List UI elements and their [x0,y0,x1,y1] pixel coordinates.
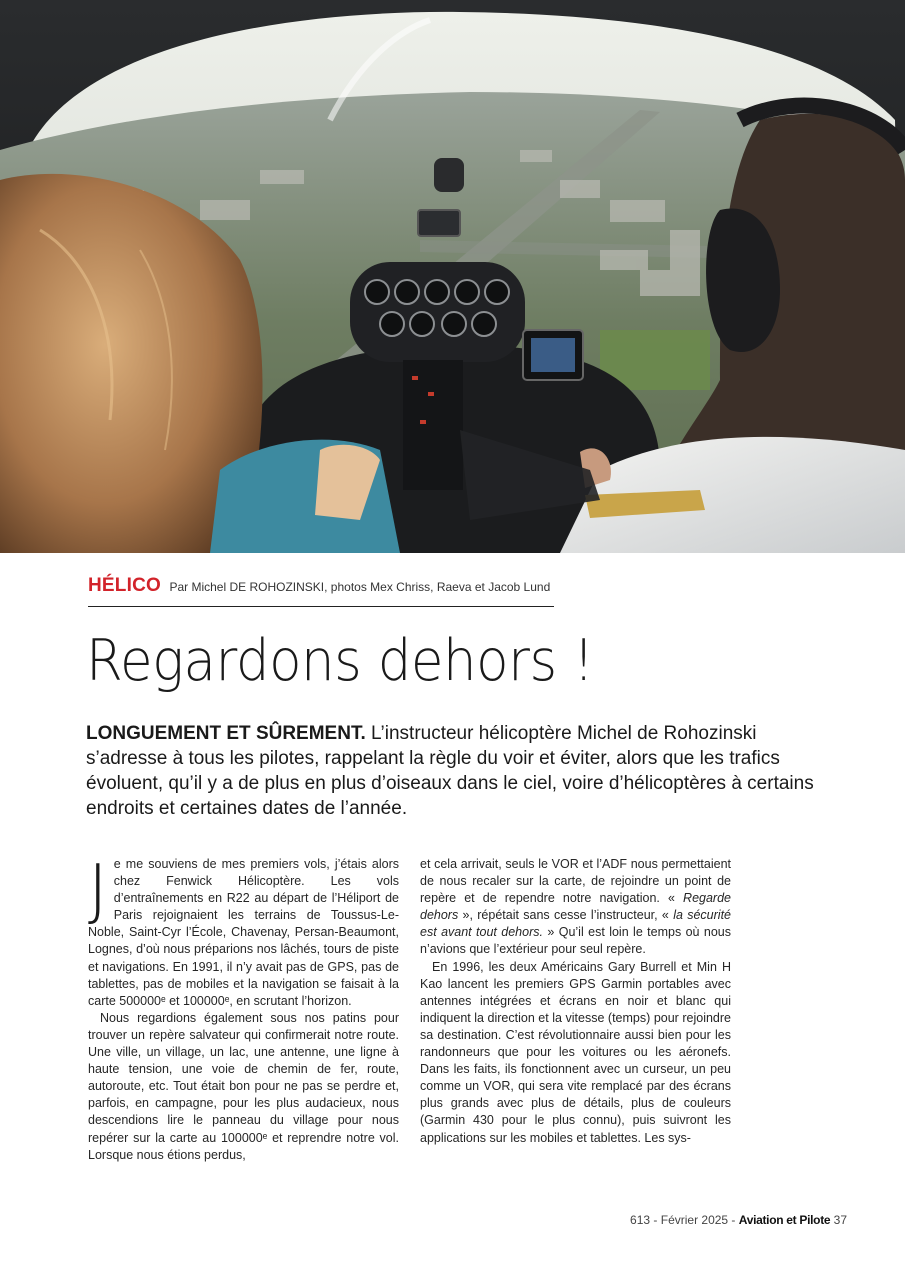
paragraph: Nous regardions également sous nos patins pour trouver un repère salvateur qui confirmerait notre route. Une ville, un village, un lac, une antenne, une ligne à haute tension, une voie de chemin de fer, route, autoroute, etc. Tout était bon pour ne pas se perdre et, parfois, en campagne, pour les plus audacieux, nous descendions lire le panneau du village pour nous repérer sur la carte au 100000ᵉ et reprendre notre vol. Lorsque nous étions perdus, [88,1010,399,1162]
hero-photo [0,0,905,553]
cockpit-illustration [0,0,905,553]
article-title: Regardons dehors ! [86,628,594,694]
paragraph-text: » Qu’il est loin le temps où nous n’avions que l’extérieur pour seul repère. [420,925,731,957]
article-lead [86,721,821,821]
quote-italic: Regarde dehors [420,891,731,923]
rubric-line [88,575,554,607]
paragraph-text: et cela arrivait, seuls le VOR et l’ADF nous permettaient de nous recaler sur la carte, de rejoindre un point de repère et de rependre notre navigation. « [420,857,731,906]
issue-info: 613 - Février 2025 - [630,1213,736,1227]
drop-cap: J [88,850,108,928]
page-number: 37 [833,1213,847,1227]
lead-caps: LONGUEMENT ET SÛREMENT. [86,723,366,744]
magazine-name: Aviation et Pilote [738,1213,831,1227]
paragraph [420,856,731,959]
page-footer [630,1213,847,1227]
byline: Par Michel DE ROHOZINSKI, photos Mex Chriss, Raeva et Jacob Lund [169,580,551,594]
quote-italic: la sécurité est avant tout dehors. [420,908,731,940]
lead-text: L’instructeur hélicoptère Michel de Rohozinski s’adresse à tous les pilotes, rappelant la règle du voir et éviter, alors que les trafics évoluent, qu’il y a de plus en plus d’oiseaux dans le ciel, voire d’hélicoptères à certains endroits et certaines dates de l’année. [86,723,814,819]
body-column-right [420,856,731,1147]
paragraph [88,850,399,1010]
body-column-left [88,850,399,1164]
paragraph: En 1996, les deux Américains Gary Burrell et Min H Kao lancent les premiers GPS Garmin portables avec antennes intégrées et écrans en noir et blanc qui indiquent la direction et la vitesse (temps) pour rejoindre sa destination. C’est révolutionnaire aussi bien pour les randonneurs que pour les voitures ou les aéronefs. Dans les faits, ils fonctionnent avec un curseur, un peu comme un VOR, qui sera vite remplacé par des écrans plus grands avec plus de détails, plus de couleurs (Garmin 430 pour le plus connu), puis suivront les applications sur les mobiles et tablettes. Les sys- [420,959,731,1145]
paragraph-text: », répétait sans cesse l’instructeur, « [458,908,674,923]
rubric-label: HÉLICO [88,575,161,596]
paragraph-text: e me souviens de mes premiers vols, j’étais alors chez Fenwick Hélicoptère. Les vols d’entraînements en R22 au départ de l’Héliport de Paris rejoignaient les terrains de Toussus-Le-Noble, Saint-Cyr l’École, Chavenay, Persan-Beaumont, Lognes, d’où nous préparions nos lâchés, tours de piste et navigations. En 1991, il n’y avait pas de GPS, pas de tablettes, pas de mobiles et la navigation se faisait à la carte 500000ᵉ et 100000ᵉ, en scrutant l’horizon. [88,857,399,1008]
